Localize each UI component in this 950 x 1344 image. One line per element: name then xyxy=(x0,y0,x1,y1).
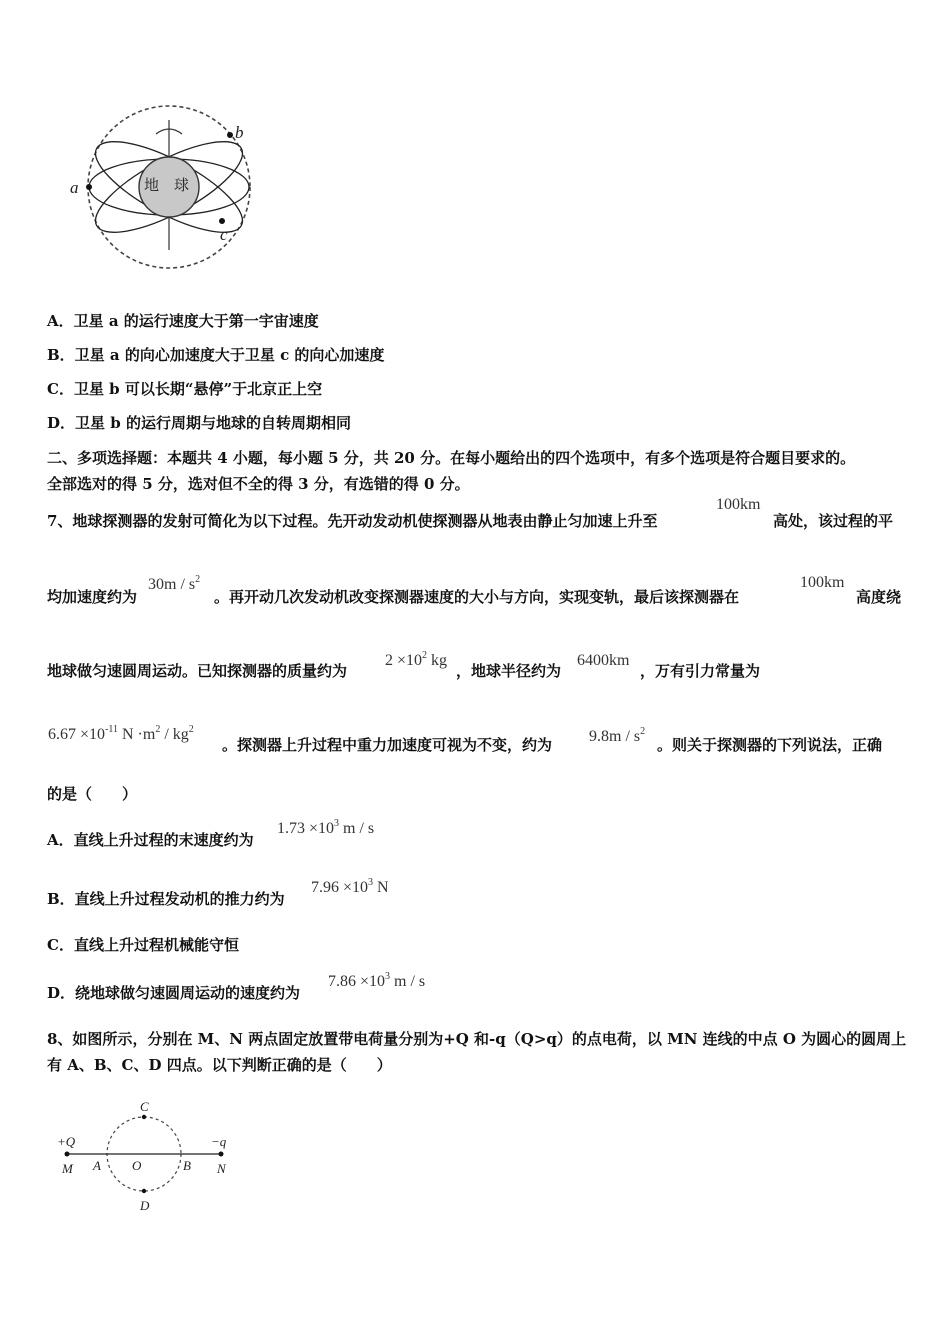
q7-text-1: 7、地球探测器的发射可简化为以下过程。先开动发动机使探测器从地表由静止匀加速上升至 xyxy=(47,512,658,530)
satellite-c-dot xyxy=(219,218,225,224)
q7-option-a-formula: $1.73 \times 10^3$ m / s xyxy=(277,818,375,837)
label-c: c xyxy=(220,225,228,244)
point-m xyxy=(65,1152,70,1157)
section2-heading-line1: 二、多项选择题：本题共 4 小题，每小题 5 分，共 20 分。在每小题给出的四个选项中，有多个选项是符合题目要求的。 xyxy=(47,449,856,467)
label-minus-q: −q xyxy=(211,1134,227,1149)
q7-option-b-formula: $7.96 \times 10^3$ N xyxy=(311,877,389,896)
satellite-a-dot xyxy=(86,184,92,190)
earth-label-qiu: 球 xyxy=(174,178,190,194)
q7-formula-G: $6.67 \times 10^{-11}$ $N \cdot m^2 / kg^2$ xyxy=(48,724,194,743)
label-a: A xyxy=(93,1158,101,1173)
q7-text-2: 均加速度约为 xyxy=(47,588,138,606)
q6-option-a: A．卫星 a 的运行速度大于第一宇宙速度 xyxy=(47,312,319,330)
q7-formula-g: $9.8m / s^2$ xyxy=(589,726,646,745)
q7-text-1b: 高处，该过程的平 xyxy=(773,512,894,530)
satellite-orbit-figure xyxy=(60,100,260,275)
label-m: M xyxy=(62,1161,73,1176)
q7-formula-100km-1: 100km xyxy=(716,496,761,513)
q7-formula-accel: $30m / s^2$ xyxy=(148,574,201,593)
q6-option-c: C．卫星 b 可以长期“悬停”于北京正上空 xyxy=(47,380,323,398)
q8-question-text: 8、如图所示，分别在 M、N 两点固定放置带电荷量分别为+Q 和-q（Q>q）的点电荷，以 MN 连线的中点 O 为圆心的圆周上有 A、B、C、D 四点。以下判断正确的是（ ） xyxy=(47,1030,907,1074)
label-c: C xyxy=(140,1099,149,1114)
q7-formula-100km-2: 100km xyxy=(800,574,845,591)
label-plus-q: +Q xyxy=(57,1134,76,1149)
label-b: B xyxy=(183,1158,191,1173)
q7-text-4: 。探测器上升过程中重力加速度可视为不变，约为 xyxy=(222,736,553,754)
q7-text-5: 的是（ ） xyxy=(47,785,138,803)
q7-formula-radius: 6400km xyxy=(577,652,630,669)
label-d: D xyxy=(140,1198,150,1213)
label-n: N xyxy=(217,1161,226,1176)
q7-text-3: 地球做匀速圆周运动。已知探测器的质量约为 xyxy=(47,662,348,680)
q7-option-c: C．直线上升过程机械能守恒 xyxy=(47,936,239,954)
q7-text-3b: ，地球半径约为 xyxy=(456,662,562,680)
q7-option-d: D．绕地球做匀速圆周运动的速度约为 xyxy=(47,984,301,1002)
section2-heading-line2: 全部选对的得 5 分，选对但不全的得 3 分，有选错的得 0 分。 xyxy=(47,475,470,493)
q7-text-2c: 高度绕 xyxy=(856,588,902,606)
point-c xyxy=(142,1115,146,1119)
q6-option-d: D．卫星 b 的运行周期与地球的自转周期相同 xyxy=(47,414,351,432)
q7-option-d-formula: $7.86 \times 10^3$ m / s xyxy=(328,971,426,990)
q7-text-2b: 。再开动几次发动机改变探测器速度的大小与方向，实现变轨，最后该探测器在 xyxy=(214,588,740,606)
q7-option-a: A．直线上升过程的末速度约为 xyxy=(47,831,254,849)
q7-line1 xyxy=(47,510,657,531)
charges-circle-figure xyxy=(55,1098,245,1216)
label-b: b xyxy=(235,123,244,142)
label-a: a xyxy=(70,178,79,197)
q7-text-4b: 。则关于探测器的下列说法，正确 xyxy=(657,736,883,754)
q6-option-b: B．卫星 a 的向心加速度大于卫星 c 的向心加速度 xyxy=(47,346,385,364)
satellite-b-dot xyxy=(227,132,233,138)
earth-label-di: 地 xyxy=(144,178,160,194)
point-d xyxy=(142,1189,146,1193)
point-n xyxy=(219,1152,224,1157)
q7-text-3c: ，万有引力常量为 xyxy=(640,662,761,680)
q7-formula-mass: $2 \times 10^2$ kg xyxy=(385,650,448,669)
label-o: O xyxy=(132,1158,142,1173)
q7-option-b: B．直线上升过程发动机的推力约为 xyxy=(47,890,285,908)
